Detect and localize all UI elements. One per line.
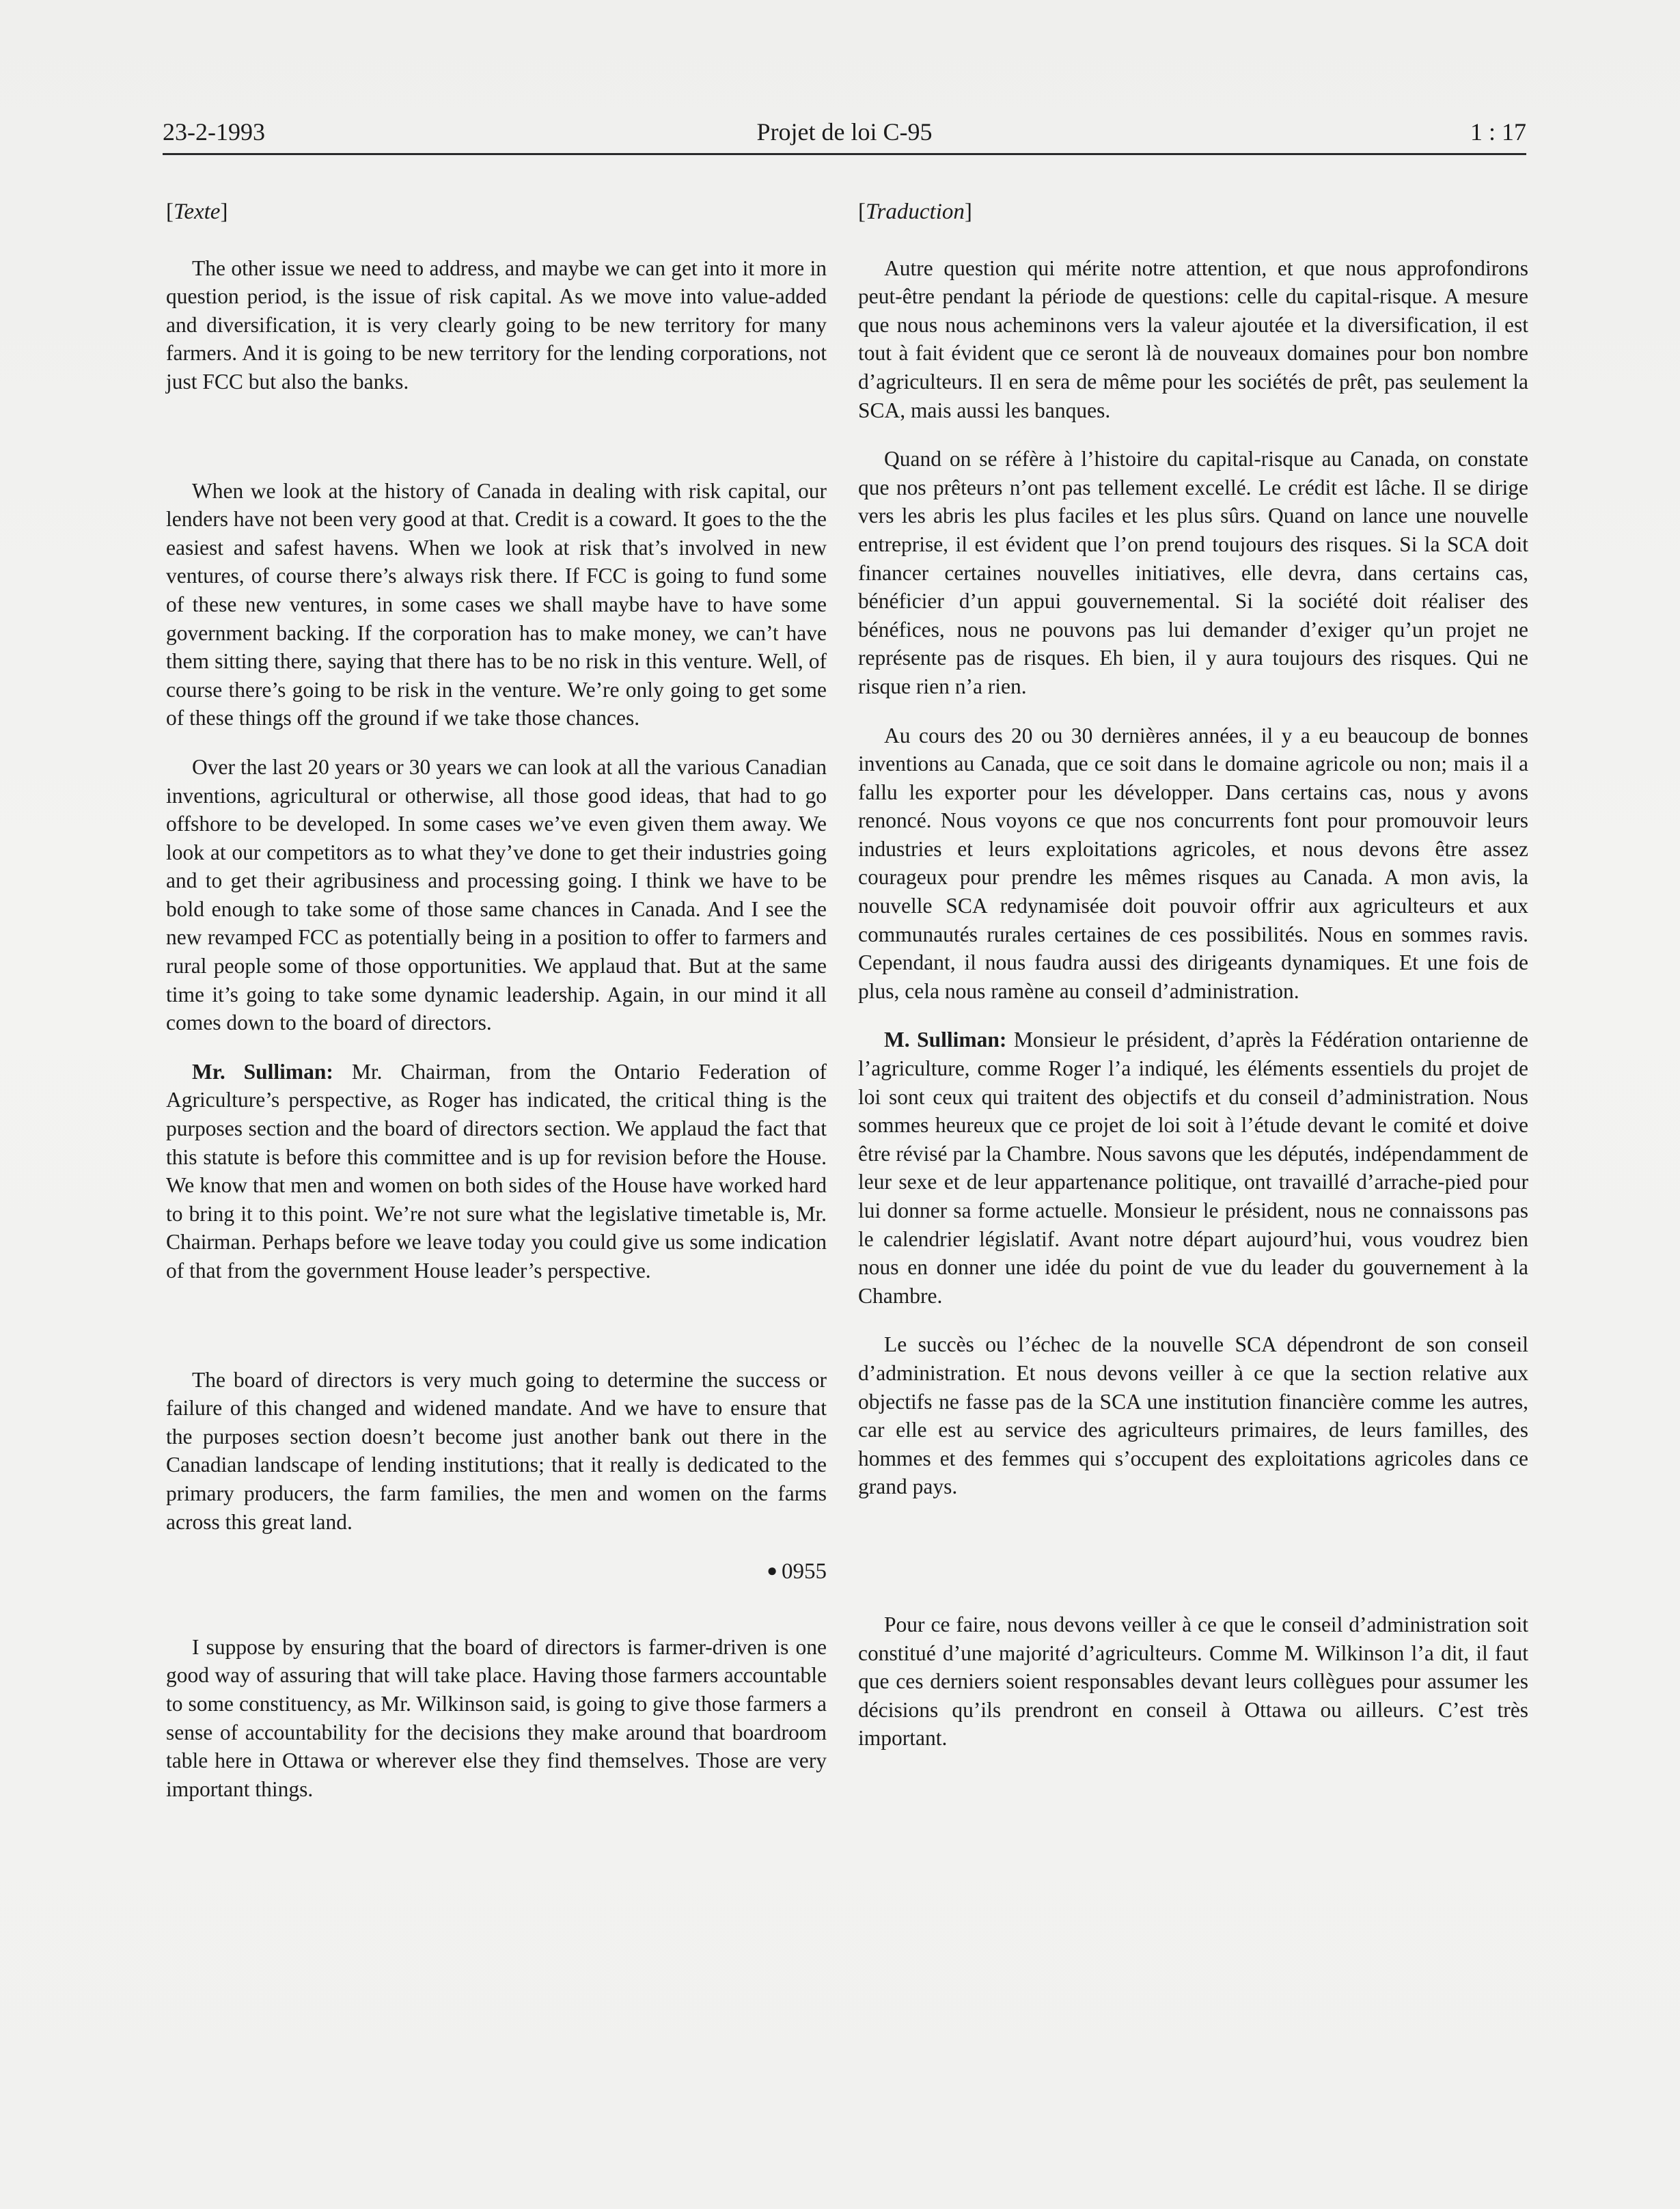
english-column	[166, 198, 827, 1803]
speaker-name: Mr. Sulliman:	[192, 1059, 333, 1084]
paragraph: When we look at the history of Canada in dealing with risk capital, our lenders have not been very good at that. Credit is a coward. It goes to the the easiest and safest havens. When we look at risk that’s involved in new ventures, of course there’s always risk there. If FCC is going to fund some of these new ventures, in some cases we shall maybe have to have some government backing. If the corporation has to make money, we can’t have them sitting there, saying that there has to be no risk in this venture. Well, of course there’s going to be risk in the venture. We’re only going to get some of these things off the ground if we take those chances.	[166, 478, 827, 730]
paragraph: The board of directors is very much going to determine the success or failure of this changed and widened mandate. And we have to ensure that the purposes section doesn’t become just another bank out there in the Canadian landscape of lending institutions; that it really is dedicated to the primary producers, the farm families, the men and women on the farms across this great land.	[166, 1367, 827, 1534]
speaker-text: Mr. Chairman, from the Ontario Federation of Agriculture’s perspective, as Roger has indicated, the critical thing is the purposes section and the board of directors section. We applaud the fact that this statute is before this committee and is up for revision before the House. We know that men and women on both sides of the House have worked hard to bring it to this point. We’re not sure what the legislative timetable is, Mr. Chairman. Perhaps before we leave today you could give us some indication of that from the government House leader’s perspective.	[166, 1059, 827, 1282]
paragraph: Over the last 20 years or 30 years we can look at all the various Canadian inventions, agricultural or otherwise, all those good ideas, that had to go offshore to be developed. In some cases we’ve even given them away. We look at our competitors as to what they’ve done to get their industries going and to get their agribusiness and processing going. I think we have to be bold enough to take some of those same chances in Canada. And I see the new revamped FCC as potentially being in a position to offer to farmers and rural people some of those opportunities. We applaud that. But at the same time it’s going to take some dynamic leadership. Again, in our mind it all comes down to the board of directors.	[166, 754, 827, 1035]
paragraph: The other issue we need to address, and maybe we can get into it more in question period, is the issue of risk capital. As we move into value-added and diversification, it is very clearly going to be new territory for many farmers. And it is going to be new territory for the lending corporations, not just FCC but also the banks.	[166, 256, 827, 394]
speaker-paragraph	[858, 1026, 1528, 1310]
bullet-icon: ●	[767, 1561, 777, 1581]
header-date: 23-2-1993	[163, 118, 265, 146]
paragraph: I suppose by ensuring that the board of directors is farmer-driven is one good way of assuring that will take place. Having those farmers accountable to some constituency, as Mr. Wilkinson said, is going to give those farmers a sense of accountability for the decisions they make around that boardroom table here in Ottawa or wherever else they find themselves. Those are very important things.	[166, 1634, 827, 1801]
time-marker: ● 0955	[767, 1559, 827, 1584]
paragraph: Au cours des 20 ou 30 dernières années, il y a eu beaucoup de bonnes inventions au Canada, que ce soit dans le domaine agricole ou non; mais il a fallu les exporter pour les développer. Dans certains cas, nous y avons renoncé. Nous voyons ce que nos concurrents font pour promouvoir leurs industries et leurs exploitations agricoles, et nous devons être assez courageux pour prendre les mêmes risques au Canada. A mon avis, la nouvelle SCA redynamisée doit pouvoir offrir aux agriculteurs et aux communautés rurales certaines de ces possibilités. Nous en sommes ravis. Cependant, il nous faudra aussi des dirigeants dynamiques. Et une fois de plus, cela nous ramène au conseil d’administration.	[858, 723, 1528, 1003]
paragraph: Le succès ou l’échec de la nouvelle SCA dépendront de son conseil d’administration. Et nous devons veiller à ce que la section relative aux objectifs ne fasse pas de la SCA une institution financière comme les autres, car elle est au service des agriculteurs primaires, de leurs familles, des hommes et des femmes qui s’occupent des exploitations agricoles dans ce grand pays.	[858, 1332, 1528, 1499]
header-title: Projet de loi C-95	[756, 118, 933, 146]
translation-tag: [Traduction]	[858, 200, 972, 224]
french-column	[858, 198, 1528, 1753]
running-header	[163, 115, 1526, 155]
paragraph: Autre question qui mérite notre attention, et que nous approfondirons peut-être pendant la période de questions: celle du capital-risque. A mesure que nous nous acheminons vers la valeur ajoutée et la diversification, il est tout à fait évident que ce seront là de nouveaux domaines pour bon nombre d’agriculteurs. Il en sera de même pour les sociétés de prêt, pas seulement la SCA, mais aussi les banques.	[858, 256, 1528, 422]
header-page-number: 1 : 17	[1470, 118, 1526, 146]
paragraph: Pour ce faire, nous devons veiller à ce que le conseil d’administration soit constitué d’une majorité d’agriculteurs. Comme M. Wilkinson l’a dit, il faut que ces derniers soient responsables devant leurs collègues pour assumer les décisions qu’ils prendront en conseil à Ottawa ou ailleurs. C’est très important.	[858, 1612, 1528, 1751]
paragraph: Quand on se réfère à l’histoire du capital-risque au Canada, on constate que nos prêteurs n’ont pas tellement excellé. Le crédit est lâche. Il se dirige vers les abris les plus faciles et les plus sûrs. Quand on lance une nouvelle entreprise, il est évident que l’on prend toujours des risques. Si la SCA doit financer certaines nouvelles initiatives, elle devra, dans certains cas, bénéficier d’un appui gouvernemental. Si la société doit réaliser des bénéfices, nous ne pouvons pas lui demander d’exiger qu’un projet ne représente pas de risques. Eh bien, il y aura toujours des risques. Qui ne risque rien n’a rien.	[858, 447, 1528, 698]
speaker-name: M. Sulliman:	[884, 1028, 1007, 1052]
speaker-text: Monsieur le président, d’après la Fédération ontarienne de l’agriculture, comme Roger l’a indiqué, les éléments essentiels du projet de loi sont ceux qui traitent des objectifs et du conseil d’administration. Nous sommes heureux que ce projet de loi soit à l’étude devant le comité et doive être révisé par la Chambre. Nous savons que les députés, indépendamment de leur sexe et de leur appartenance politique, ont travaillé d’arrache-pied pour lui donner sa forme actuelle. Monsieur le président, nous ne connaissons pas le calendrier législatif. Avant notre départ aujourd’hui, vous voudrez bien nous en donner une idée du point de vue du leader du gouvernement à la Chambre.	[858, 1028, 1529, 1308]
text-tag: [Texte]	[166, 200, 228, 224]
speaker-paragraph	[166, 1058, 827, 1285]
